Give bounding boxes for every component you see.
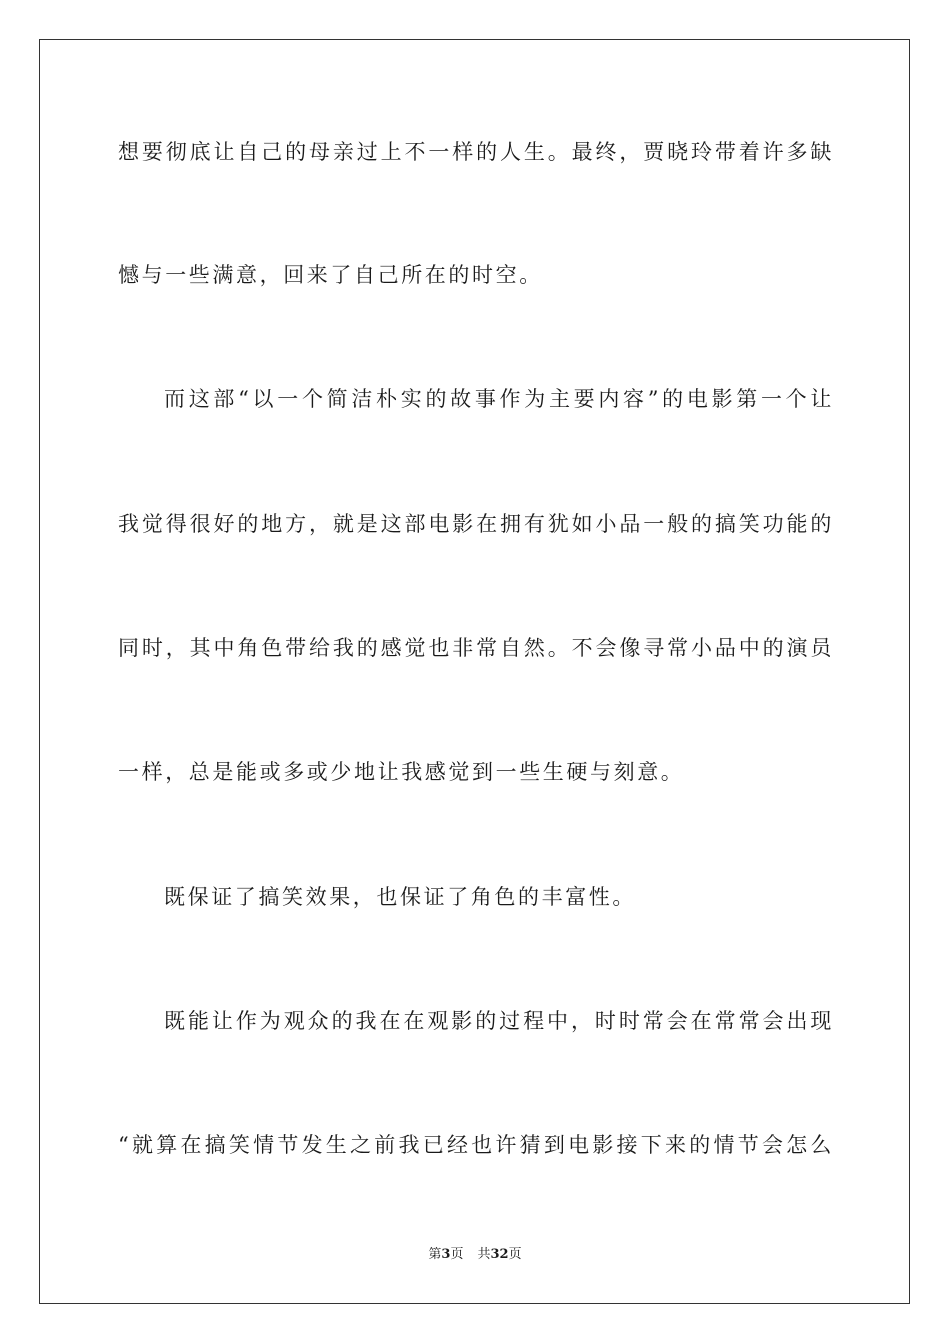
footer-total-prefix: 共 xyxy=(477,1247,491,1262)
footer-total-suffix: 页 xyxy=(508,1247,522,1262)
text-line-9: “就算在搞笑情节发生之前我已经也许猜到电影接下来的情节会怎么 xyxy=(118,1133,834,1157)
footer-page-suffix: 页 xyxy=(450,1247,464,1262)
text-line-4: 我觉得很好的地方，就是这部电影在拥有犹如小品一般的搞笑功能的 xyxy=(118,512,834,536)
footer-page-number: 3 xyxy=(441,1247,451,1262)
text-line-3: 而这部“以一个简洁朴实的故事作为主要内容”的电影第一个让 xyxy=(164,387,834,411)
page-footer xyxy=(0,1246,950,1264)
text-line-6: 一样，总是能或多或少地让我感觉到一些生硬与刻意。 xyxy=(118,760,685,784)
text-line-5: 同时，其中角色带给我的感觉也非常自然。不会像寻常小品中的演员 xyxy=(118,636,834,660)
text-line-2: 憾与一些满意，回来了自己所在的时空。 xyxy=(118,263,543,287)
page-border xyxy=(39,39,910,1304)
text-line-1: 想要彻底让自己的母亲过上不一样的人生。最终，贾晓玲带着许多缺 xyxy=(118,140,834,164)
footer-page-prefix: 第 xyxy=(428,1247,442,1262)
text-line-8: 既能让作为观众的我在在观影的过程中，时时常会在常常会出现 xyxy=(164,1009,834,1033)
text-line-7: 既保证了搞笑效果，也保证了角色的丰富性。 xyxy=(164,885,636,909)
footer-total-pages: 32 xyxy=(490,1247,509,1262)
